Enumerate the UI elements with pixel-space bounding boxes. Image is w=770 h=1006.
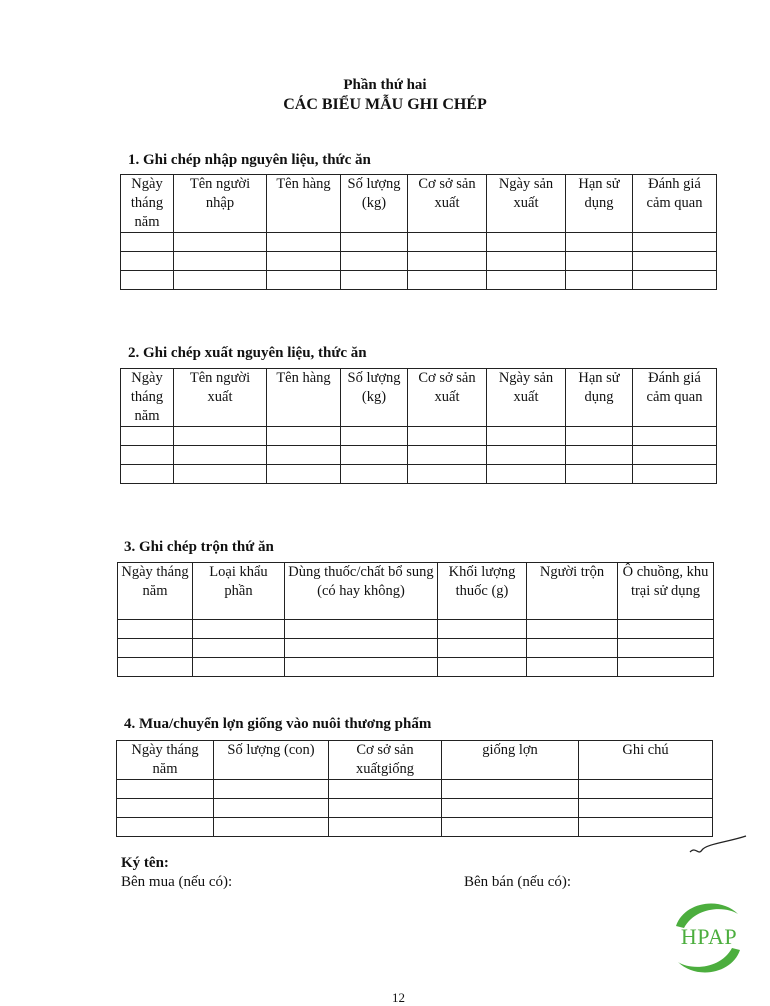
table-row xyxy=(118,620,714,639)
table-3 xyxy=(117,562,714,677)
seller-signature-label: Bên bán (nếu có): xyxy=(464,874,572,890)
buyer-signature-label: Bên mua (nếu có): xyxy=(121,874,233,890)
header-cell: Số lượng (kg) xyxy=(341,369,408,427)
table-row xyxy=(118,658,714,677)
table-row xyxy=(121,427,717,446)
table-header-row xyxy=(121,369,717,427)
table-row xyxy=(117,780,713,799)
table-row xyxy=(118,639,714,658)
header-cell: Loại khẩu phần xyxy=(193,563,285,620)
header-cell: Ghi chú xyxy=(579,741,713,780)
header-cell: Tên người xuất xyxy=(174,369,267,427)
header-cell: Ngày sản xuất xyxy=(487,175,566,233)
table-4 xyxy=(116,740,713,837)
table-row xyxy=(117,818,713,837)
header-cell: Số lượng (con) xyxy=(214,741,329,780)
header-cell: Ô chuồng, khu trại sử dụng xyxy=(618,563,714,620)
section-3-title: 3. Ghi chép trộn thứ ăn xyxy=(124,539,274,555)
header-cell: Khối lượng thuốc (g) xyxy=(438,563,527,620)
table-row xyxy=(121,465,717,484)
header-cell: Cơ sở sản xuất xyxy=(408,369,487,427)
header-cell: Tên hàng xyxy=(267,369,341,427)
header-cell: Người trộn xyxy=(527,563,618,620)
table-header-row xyxy=(118,563,714,620)
header-cell: Ngày tháng năm xyxy=(121,369,174,427)
section-4-title: 4. Mua/chuyển lợn giống vào nuôi thương phẩm xyxy=(124,716,432,732)
page-number: 12 xyxy=(392,990,405,1005)
table-1 xyxy=(120,174,717,290)
table-row xyxy=(117,799,713,818)
header-cell: Ngày sản xuất xyxy=(487,369,566,427)
section-2-title: 2. Ghi chép xuất nguyên liệu, thức ăn xyxy=(128,345,367,361)
header-cell: Ngày tháng năm xyxy=(121,175,174,233)
section-1-title: 1. Ghi chép nhập nguyên liệu, thức ăn xyxy=(128,152,371,168)
table-row xyxy=(121,233,717,252)
table-row xyxy=(121,252,717,271)
header-cell: Đánh giá cảm quan xyxy=(633,369,717,427)
header-cell: Cơ sở sản xuất xyxy=(408,175,487,233)
table-header-row xyxy=(121,175,717,233)
logo-text: HPAP xyxy=(680,924,738,949)
signature-title: Ký tên: xyxy=(121,855,169,871)
header-cell: Dùng thuốc/chất bổ sung (có hay không) xyxy=(285,563,438,620)
table-2 xyxy=(120,368,717,484)
header-cell: Đánh giá cảm quan xyxy=(633,175,717,233)
header-cell: Hạn sử dụng xyxy=(566,369,633,427)
header-cell: Ngày tháng năm xyxy=(117,741,214,780)
pen-mark-icon xyxy=(688,834,748,858)
header-cell: Tên người nhập xyxy=(174,175,267,233)
main-title: CÁC BIỂU MẪU GHI CHÉP xyxy=(283,96,487,113)
header-cell: Ngày tháng năm xyxy=(118,563,193,620)
table-header-row xyxy=(117,741,713,780)
part-title: Phần thứ hai xyxy=(343,77,427,93)
header-cell: Hạn sử dụng xyxy=(566,175,633,233)
table-row xyxy=(121,446,717,465)
header-cell: Số lượng (kg) xyxy=(341,175,408,233)
table-row xyxy=(121,271,717,290)
header-cell: giống lợn xyxy=(442,741,579,780)
header-cell: Tên hàng xyxy=(267,175,341,233)
header-cell: Cơ sở sản xuấtgiống xyxy=(329,741,442,780)
